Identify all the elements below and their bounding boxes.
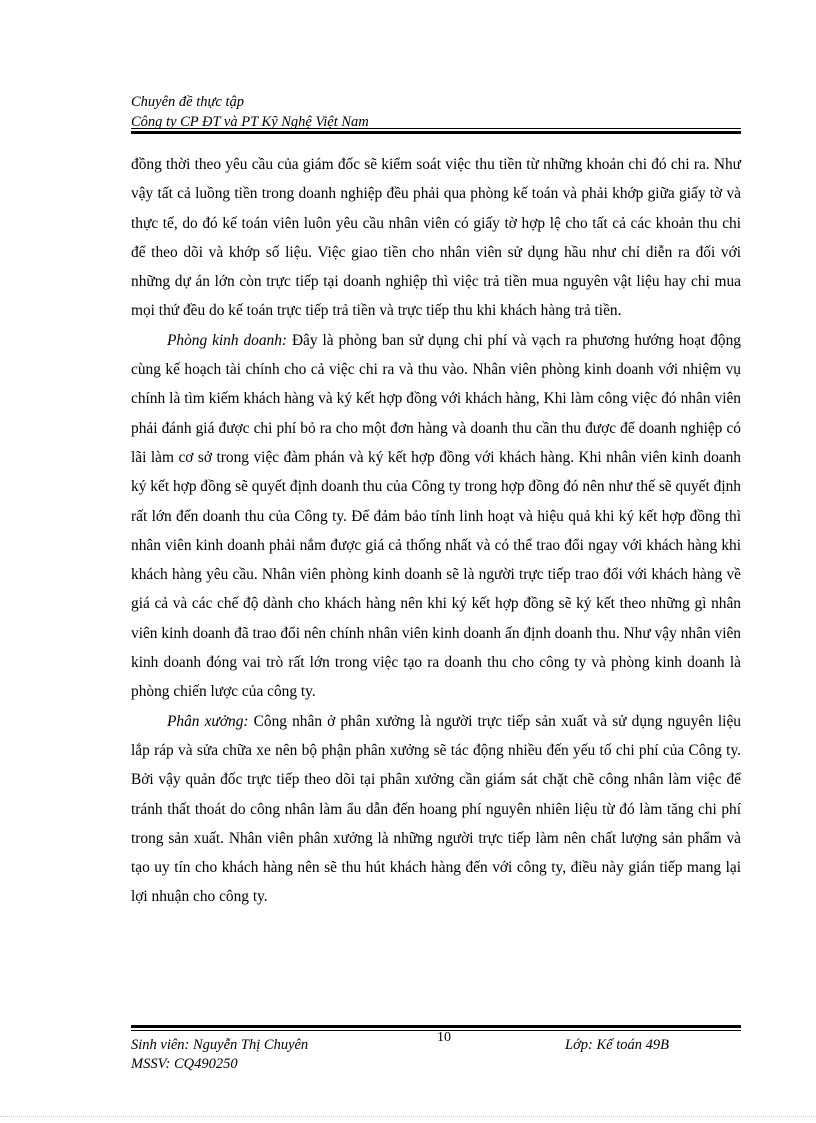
paragraph-2-text: Đây là phòng ban sử dụng chi phí và vạch ra phương hướng hoạt động cùng kế hoạch tài chính cho cả việc chi ra và thu vào. Nhân viên phòng kinh doanh với nhiệm vụ chính là tìm kiếm khách hàng và ký kết hợp đồng với khách hàng, Khi làm công việc đó nhân viên phải đánh giá được chi phí bỏ ra cho một đơn hàng và doanh thu cần thu được để doanh nghiệp có lãi làm cơ sở trong việc đàm phán và ký kết hợp đồng với khách hàng. Khi nhân viên kinh doanh ký kết hợp đồng sẽ quyết định doanh thu của Công ty trong hợp đồng đó nên như thế sẽ quyết định rất lớn đến doanh thu của Công ty. Để đảm bảo tính linh hoạt và hiệu quả khi ký kết hợp đồng thì nhân viên kinh doanh phải nắm được giá cả thống nhất và có thể trao đổi ngay với khách hàng khi khách hàng yêu cầu. Nhân viên phòng kinh doanh sẽ là người trực tiếp trao đổi với khách hàng về giá cả và các chế độ dành cho khách hàng nên khi ký kết hợp đồng sẽ ký kết theo những gì nhân viên kinh doanh đã trao đổi nên chính nhân viên kinh doanh ấn định doanh thu. Như vậy nhân viên kinh doanh đóng vai trò rất lớn trong việc tạo ra doanh thu cho công ty và phòng kinh doanh là phòng chiến lược của công ty. (131, 331, 741, 701)
document-body (131, 150, 741, 912)
page-header (131, 92, 741, 132)
footer-rule (131, 1025, 741, 1031)
student-id: MSSV: CQ490250 (131, 1056, 238, 1072)
class-name: Lớp: Kế toán 49B (565, 1037, 669, 1053)
header-rule (131, 128, 741, 134)
page-footer (131, 1032, 741, 1082)
paragraph-2-heading: Phòng kinh doanh: (167, 331, 288, 349)
paragraph-3-heading: Phân xưởng: (167, 712, 249, 730)
company-name: Công ty CP ĐT và PT Kỹ Nghệ Việt Nam (131, 114, 369, 130)
student-name: Sinh viên: Nguyễn Thị Chuyên (131, 1037, 309, 1053)
paragraph-3 (131, 707, 741, 912)
page-edge-dotted-line (0, 1116, 816, 1117)
paragraph-2 (131, 326, 741, 707)
page-number: 10 (437, 1030, 451, 1045)
report-title: Chuyên đề thực tập (131, 94, 245, 110)
paragraph-1: đồng thời theo yêu cầu của giám đốc sẽ kiểm soát việc thu tiền từ những khoản chi đó chi ra. Như vậy tất cả luồng tiền trong doanh nghiệp đều phải qua phòng kế toán và phải khớp giữa giấy tờ và thực tế, do đó kế toán viên luôn yêu cầu nhân viên có giấy tờ hợp lệ cho tất cả các khoản thu chi để theo dõi và khớp số liệu. Việc giao tiền cho nhân viên sử dụng hầu như chỉ diễn ra đối với những dự án lớn còn trực tiếp tại doanh nghiệp thì việc trả tiền mua nguyên vật liệu hay chi mua mọi thứ đều do kế toán trực tiếp trả tiền và trực tiếp thu khi khách hàng trả tiền. (131, 156, 741, 320)
paragraph-3-text: Công nhân ở phân xưởng là người trực tiếp sản xuất và sử dụng nguyên liệu lắp ráp và sửa chữa xe nên bộ phận phân xưởng sẽ tác động nhiều đến yếu tố chi phí của Công ty. Bởi vậy quản đốc trực tiếp theo dõi tại phân xưởng cần giám sát chặt chẽ công nhân làm việc để tránh thất thoát do công nhân làm ẩu dẫn đến hoang phí nguyên nhiên liệu từ đó làm tăng chi phí trong sản xuất. Nhân viên phân xưởng là những người trực tiếp làm nên chất lượng sản phẩm và tạo uy tín cho khách hàng nên sẽ thu hút khách hàng đến với công ty, điều này gián tiếp mang lại lợi nhuận cho công ty. (131, 712, 741, 906)
